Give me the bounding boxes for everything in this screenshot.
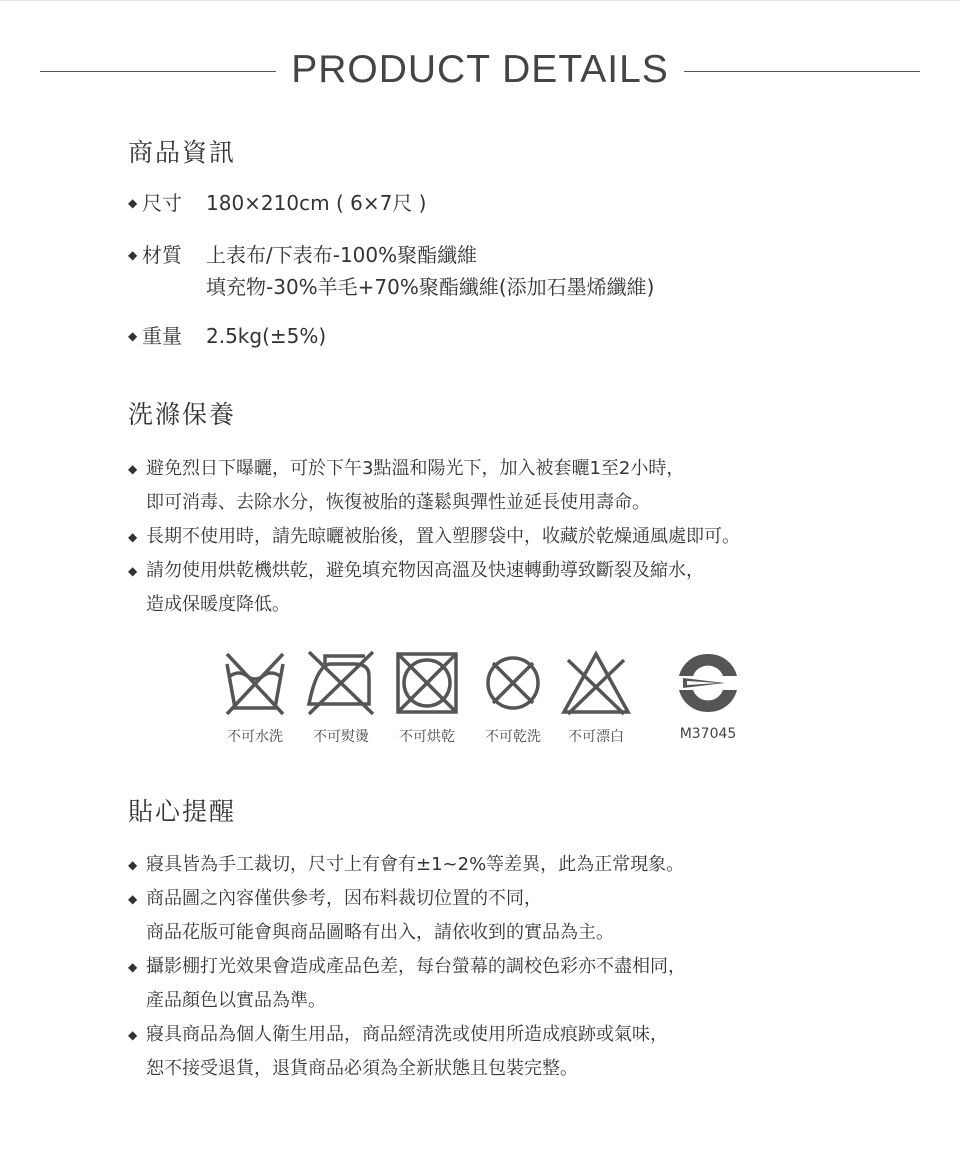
spec-weight-label: 重量 xyxy=(142,324,182,348)
care-text: 造成保暖度降低。 xyxy=(146,594,290,615)
no-iron-symbol xyxy=(302,650,380,746)
spec-size-label: 尺寸 xyxy=(142,191,182,215)
care-caption: 不可乾洗 xyxy=(485,729,541,745)
list-item xyxy=(128,554,908,622)
bullet-icon: ◆ xyxy=(128,530,138,544)
list-item xyxy=(128,1018,908,1086)
reminder-text: 產品顏色以實品為準。 xyxy=(146,990,326,1011)
list-item xyxy=(128,848,908,882)
list-item xyxy=(128,950,908,1018)
no-bleach-symbol xyxy=(556,650,636,746)
reminder-title: 貼心提醒 xyxy=(128,797,237,826)
spec-weight-value: 2.5kg(±5%) xyxy=(206,324,327,348)
page-header xyxy=(0,44,960,96)
header-rule-left xyxy=(40,71,276,72)
care-text: 請勿使用烘乾機烘乾，避免填充物因高溫及快速轉動導致斷裂及縮水， xyxy=(146,560,704,581)
care-list xyxy=(128,452,908,622)
certification-code: M37045 xyxy=(679,726,737,742)
no-dry-clean-symbol xyxy=(474,650,552,746)
reminder-text: 商品花版可能會與商品圖略有出入，請依收到的實品為主。 xyxy=(146,922,614,943)
list-item xyxy=(128,882,908,950)
list-item xyxy=(128,452,908,520)
list-item xyxy=(128,520,908,554)
reminder-text: 攝影棚打光效果會造成產品色差，每台螢幕的調校色彩亦不盡相同， xyxy=(146,956,686,977)
bullet-icon: ◆ xyxy=(128,564,138,578)
care-caption: 不可水洗 xyxy=(227,729,283,745)
no-iron-icon xyxy=(305,650,377,716)
bullet-icon: ◆ xyxy=(128,960,138,974)
bullet-icon: ◆ xyxy=(128,462,138,476)
care-text: 即可消毒、去除水分，恢復被胎的蓬鬆與彈性並延長使用壽命。 xyxy=(146,492,650,513)
bullet-icon: ◆ xyxy=(128,858,138,872)
reminder-list xyxy=(128,848,908,1086)
product-info-title: 商品資訊 xyxy=(128,138,237,167)
header-rule-right xyxy=(684,71,920,72)
care-caption: 不可熨燙 xyxy=(313,729,369,745)
bsmi-mark-icon xyxy=(675,650,741,716)
care-caption: 不可漂白 xyxy=(568,729,624,745)
bullet-icon: ◆ xyxy=(128,196,138,210)
care-symbols xyxy=(216,650,756,760)
no-wash-symbol xyxy=(216,650,294,746)
bsmi-mark-symbol xyxy=(668,650,748,742)
no-dry-clean-icon xyxy=(480,650,546,716)
no-tumble-dry-icon xyxy=(394,650,460,716)
bullet-icon: ◆ xyxy=(128,892,138,906)
spec-material-value-line2: 填充物-30%羊毛+70%聚酯纖維(添加石墨烯纖維) xyxy=(206,275,655,299)
spec-size-value: 180×210cm ( 6×7尺 ) xyxy=(206,191,427,215)
bullet-icon: ◆ xyxy=(128,1028,138,1042)
no-tumble-dry-symbol xyxy=(388,650,466,746)
bullet-icon: ◆ xyxy=(128,329,138,343)
reminder-text: 商品圖之內容僅供參考，因布料裁切位置的不同， xyxy=(146,888,542,909)
care-caption: 不可烘乾 xyxy=(399,729,455,745)
top-divider xyxy=(0,0,960,1)
reminder-text: 恕不接受退貨，退貨商品必須為全新狀態且包裝完整。 xyxy=(146,1058,578,1079)
no-bleach-icon xyxy=(560,650,632,716)
care-text: 長期不使用時，請先晾曬被胎後，置入塑膠袋中，收藏於乾燥通風處即可。 xyxy=(146,526,740,547)
page-title: PRODUCT DETAILS xyxy=(291,48,669,91)
care-title: 洗滌保養 xyxy=(128,400,237,429)
reminder-text: 寢具皆為手工裁切，尺寸上有會有±1~2%等差異，此為正常現象。 xyxy=(146,854,685,875)
bullet-icon: ◆ xyxy=(128,248,138,262)
no-wash-icon xyxy=(221,650,289,716)
care-text: 避免烈日下曝曬，可於下午3點溫和陽光下，加入被套曬1至2小時， xyxy=(146,458,685,479)
spec-material xyxy=(128,239,655,303)
spec-weight xyxy=(128,320,327,352)
spec-material-label: 材質 xyxy=(142,243,182,267)
spec-size xyxy=(128,187,427,219)
spec-material-value-line1: 上表布/下表布-100%聚酯纖維 xyxy=(206,243,478,267)
reminder-text: 寢具商品為個人衛生用品，商品經清洗或使用所造成痕跡或氣味， xyxy=(146,1024,668,1045)
